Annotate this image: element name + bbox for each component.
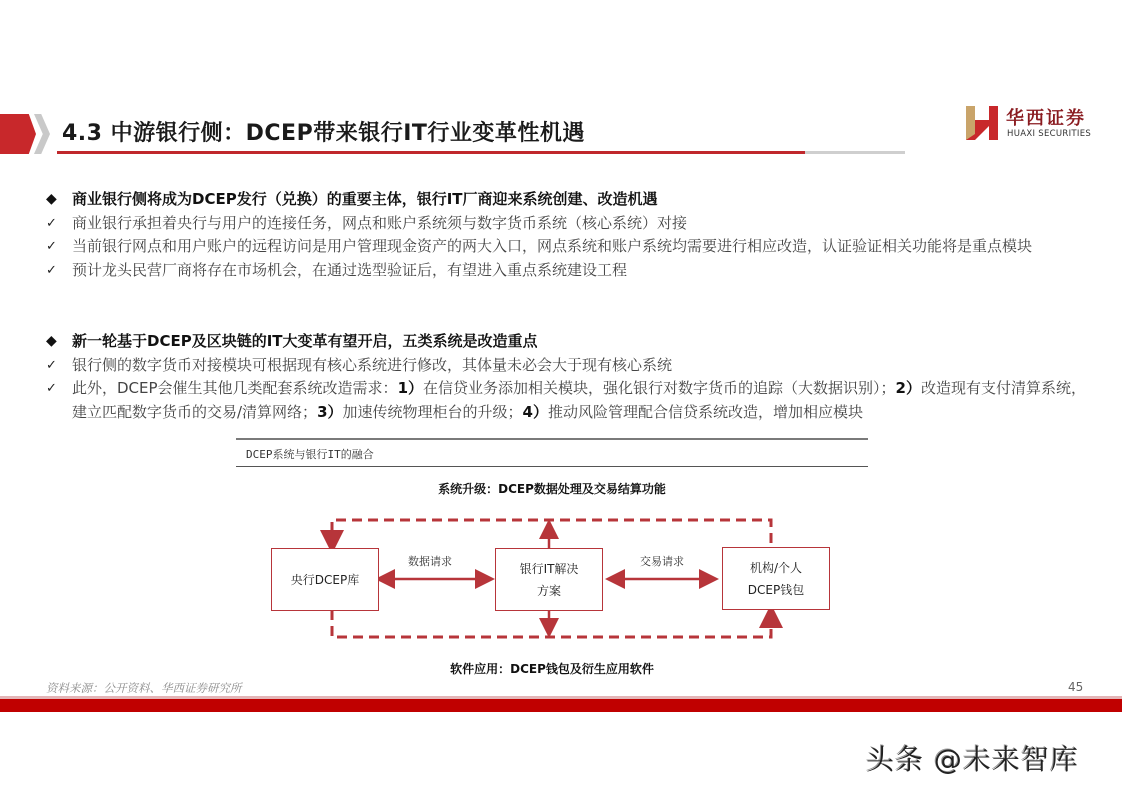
edge-label-data-request: 数据请求 xyxy=(408,555,452,568)
page-title: 4.3 中游银行侧：DCEP带来银行IT行业变革性机遇 xyxy=(62,121,585,146)
list-item xyxy=(44,377,1094,424)
page-number: 45 xyxy=(1068,680,1084,694)
check-icon: ✓ xyxy=(46,381,57,396)
title-red-chevron xyxy=(0,114,36,154)
node-central-bank-dcep: 央行DCEP库 xyxy=(271,548,379,611)
figure-top-rule xyxy=(236,438,868,440)
list-item: ✓ 商业银行承担着央行与用户的连接任务，网点和账户系统须与数字货币系统（核心系统）对接 xyxy=(44,212,1094,236)
diamond-icon: ◆ xyxy=(46,191,57,207)
company-logo xyxy=(966,104,1106,144)
title-underline-red xyxy=(57,151,805,154)
huaxi-logo-icon xyxy=(966,106,998,140)
rich-text: 此外，DCEP会催生其他几类配套系统改造需求：1）在信贷业务添加相关模块，强化银行对数字货币的追踪（大数据识别）；2）改造现有支付清算系统，建立匹配数字货币的交易/清算网络；3）加速传统物理柜台的升级；4）推动风险管理配合信贷系统改造，增加相应模块 xyxy=(72,379,1086,421)
node-bank-it-solution: 银行IT解决 方案 xyxy=(495,548,603,611)
title-grey-chevron xyxy=(34,114,50,154)
logo-name-en: HUAXI SECURITIES xyxy=(1007,129,1092,139)
edge-label-transaction-request: 交易请求 xyxy=(640,555,684,568)
watermark: 头条 @未来智库 xyxy=(866,743,1079,776)
list-item: ✓ 当前银行网点和用户账户的远程访问是用户管理现金资产的两大入口，网点系统和账户系统均需要进行相应改造，认证验证相关功能将是重点模块 xyxy=(44,235,1094,259)
section-heading: ◆ 商业银行侧将成为DCEP发行（兑换）的重要主体，银行IT厂商迎来系统创建、改造机遇 xyxy=(44,188,1094,212)
section-1 xyxy=(44,188,1094,282)
check-icon: ✓ xyxy=(46,215,57,231)
list-item: ✓ 银行侧的数字货币对接模块可根据现有核心系统进行修改，其体量未必会大于现有核心系统 xyxy=(44,354,1094,378)
list-item: ✓ 预计龙头民营厂商将存在市场机会，在通过选型验证后，有望进入重点系统建设工程 xyxy=(44,259,1094,283)
check-icon: ✓ xyxy=(46,357,57,373)
diagram-top-label: 系统升级：DCEP数据处理及交易结算功能 xyxy=(438,482,666,496)
check-icon: ✓ xyxy=(46,262,57,278)
figure-caption: DCEP系统与银行IT的融合 xyxy=(246,448,374,461)
source-note: 资料来源：公开资料、华西证券研究所 xyxy=(46,681,242,695)
title-underline-grey xyxy=(805,151,905,154)
footer-bar xyxy=(0,699,1122,712)
check-icon: ✓ xyxy=(46,239,57,254)
section-2 xyxy=(44,330,1094,424)
diamond-icon: ◆ xyxy=(46,333,57,349)
node-wallet: 机构/个人 DCEP钱包 xyxy=(722,547,830,610)
section-heading: ◆ 新一轮基于DCEP及区块链的IT大变革有望开启，五类系统是改造重点 xyxy=(44,330,1094,354)
figure-caption-rule xyxy=(236,466,868,467)
diagram-bottom-label: 软件应用：DCEP钱包及衍生应用软件 xyxy=(450,662,654,676)
logo-name-cn: 华西证券 xyxy=(1006,108,1086,129)
